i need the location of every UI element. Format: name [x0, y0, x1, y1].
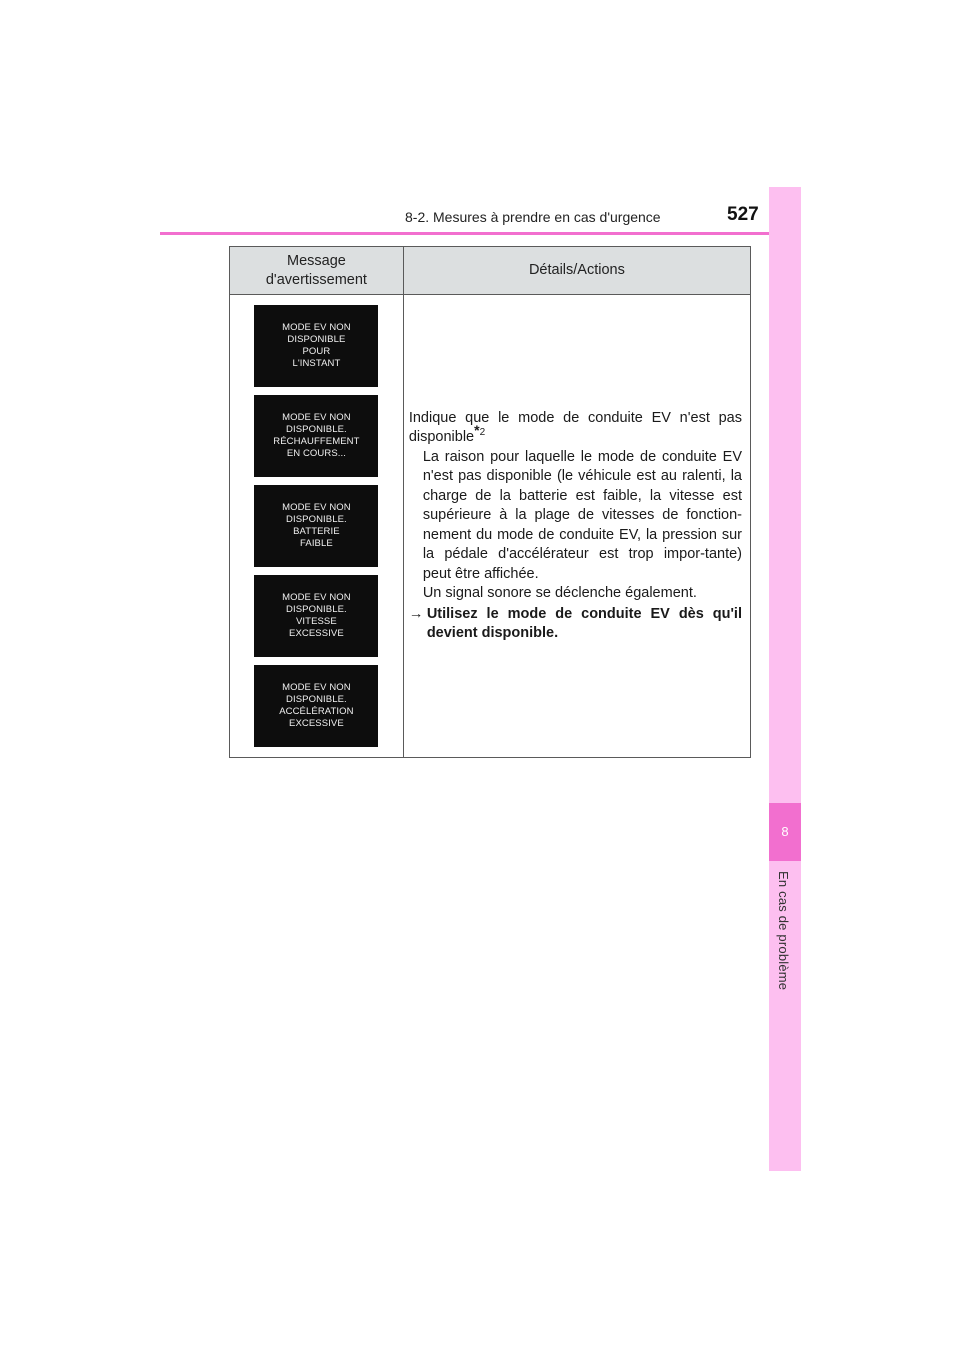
section-title: 8-2. Mesures à prendre en cas d'urgence	[405, 209, 661, 225]
column-header-message	[230, 247, 404, 295]
display-line: DISPONIBLE	[287, 333, 346, 345]
display-line: FAIBLE	[300, 538, 333, 550]
display-line: EXCESSIVE	[289, 628, 344, 640]
display-line: VITESSE	[295, 616, 337, 627]
display-ev-unavailable-battery-low	[254, 485, 378, 567]
display-line: MODE EV NON	[282, 321, 351, 333]
display-line: EN COURS...	[286, 448, 346, 460]
display-ev-unavailable-speed	[254, 575, 378, 657]
display-line: DISPONIBLE.	[286, 513, 347, 525]
header-message-line1: Message	[286, 252, 346, 269]
display-line: BATTERIE	[293, 526, 340, 537]
display-ev-unavailable-acceleration	[254, 665, 378, 747]
display-line: MODE EV NON	[282, 501, 351, 513]
display-line: DISPONIBLE.	[286, 603, 347, 615]
action-text: Utilisez le mode de conduite EV dès qu'il devient disponible.	[426, 605, 742, 641]
display-line: EXCESSIVE	[289, 718, 344, 730]
details-reason: La raison pour laquelle le mode de conduite EV n'est pas disponible (le véhicule est au ralenti, la charge de la batterie est faible, la vitesse est supérieure à la plage de vitesses de fonction-nement du mode de conduite EV, la pression sur la pédale d'accélérateur est trop impor-tante) peut être affichée.	[422, 448, 742, 582]
display-line: MODE EV NON	[282, 411, 351, 423]
details-action	[409, 605, 742, 644]
chapter-title: En cas de problème	[776, 871, 791, 991]
header-message-line2: d'avertissement	[265, 271, 367, 288]
display-line: ACCÉLÉRATION	[279, 706, 354, 717]
details-cell	[403, 295, 750, 758]
display-line: MODE EV NON	[282, 591, 351, 603]
details-sound: Un signal sonore se déclenche également.	[422, 585, 697, 601]
chapter-side-tab	[769, 187, 801, 1171]
table-row	[230, 295, 751, 758]
chapter-number: 8	[769, 803, 801, 861]
header-rule	[160, 232, 800, 235]
arrow-right-icon: →	[408, 605, 424, 622]
display-line: POUR	[302, 346, 331, 357]
display-line: MODE EV NON	[282, 681, 351, 693]
display-line: RÉCHAUFFEMENT	[273, 436, 360, 447]
display-line: DISPONIBLE.	[286, 693, 347, 705]
display-line: L'INSTANT	[292, 358, 341, 370]
display-ev-unavailable-now	[254, 305, 378, 387]
message-display-cell	[230, 295, 404, 758]
column-header-details: Détails/Actions	[403, 247, 750, 295]
warning-message-table	[229, 246, 751, 758]
display-ev-unavailable-warming	[254, 395, 378, 477]
display-line: DISPONIBLE.	[286, 423, 347, 435]
footnote-ref: *2	[474, 422, 486, 439]
page-number: 527	[727, 204, 759, 225]
details-intro: Indique que le mode de conduite EV n'est pas disponible$^{*2}$	[408, 409, 742, 445]
